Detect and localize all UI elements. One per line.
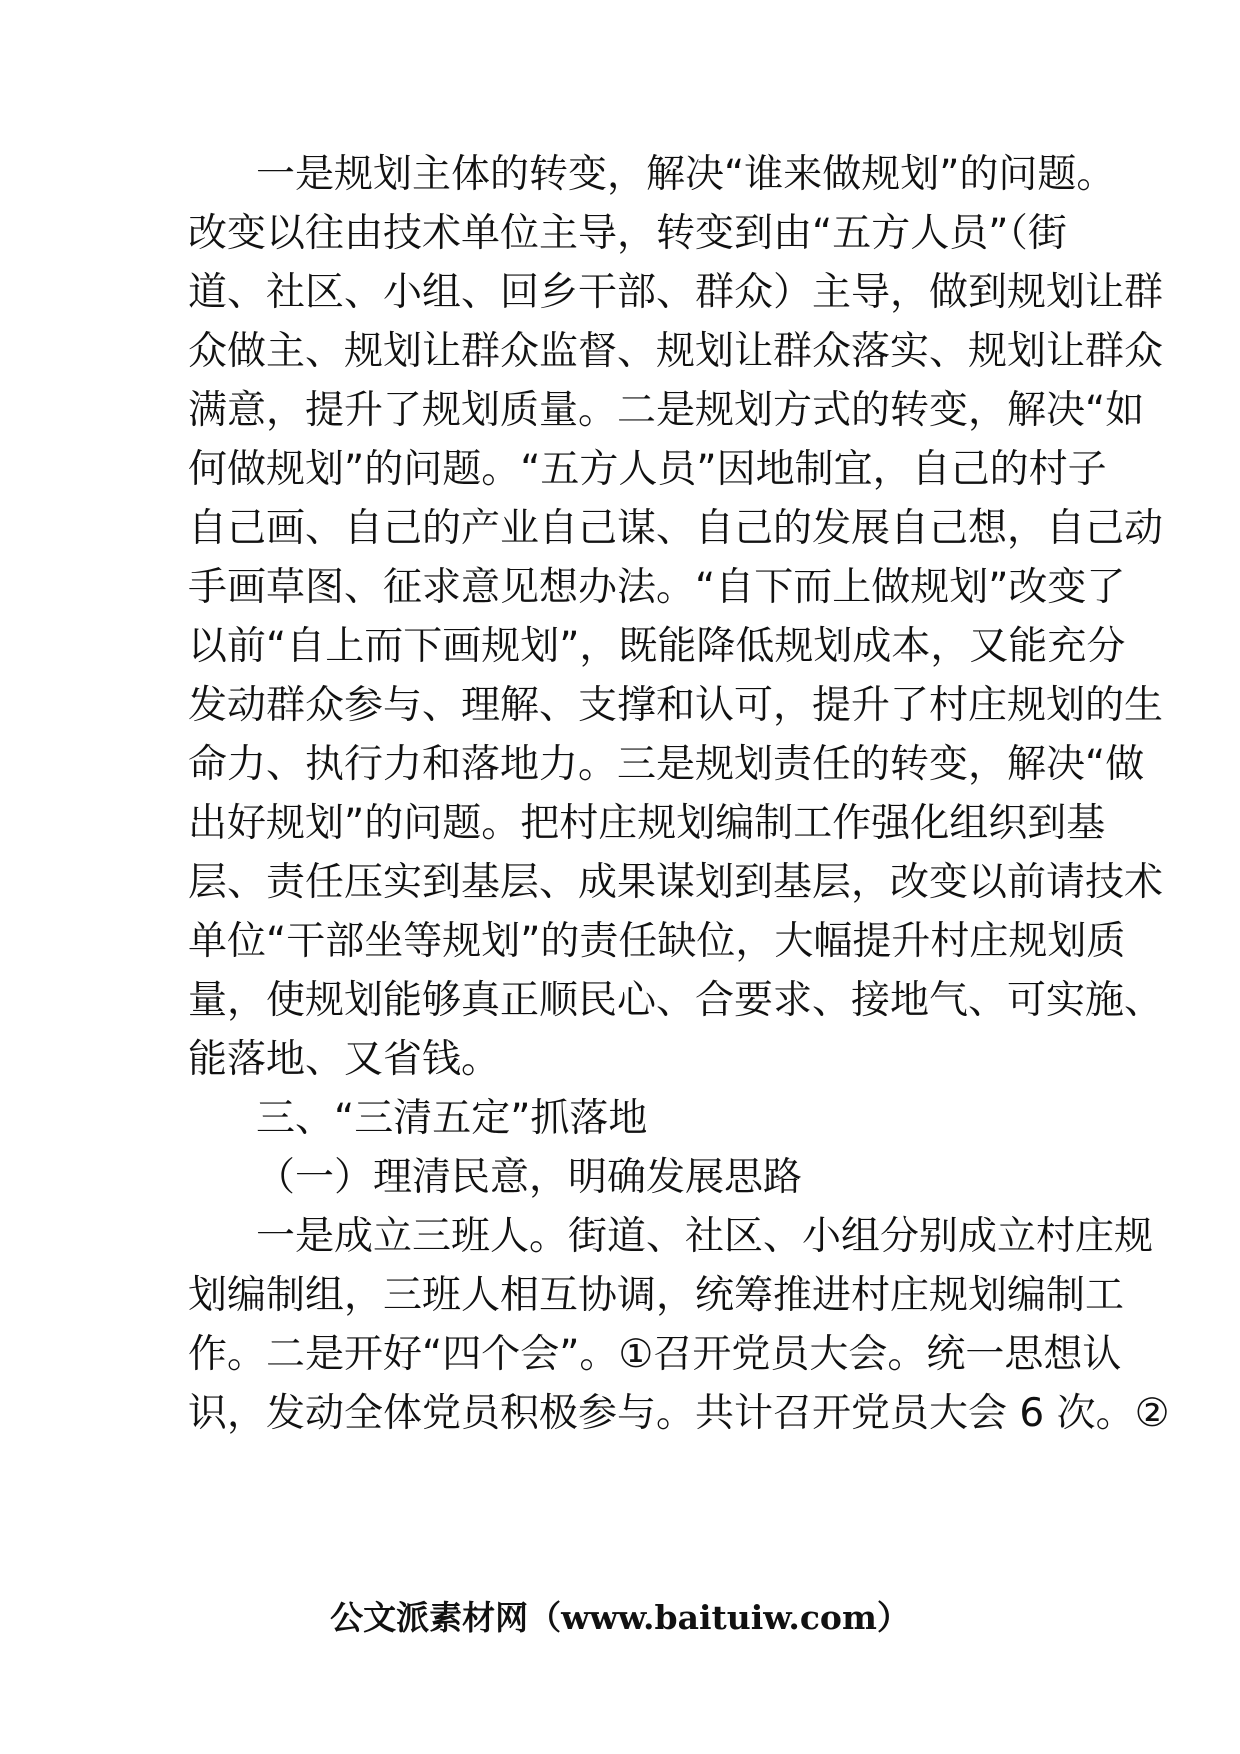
paragraph-line: 单位“干部坐等规划”的责任缺位，大幅提升村庄规划质 <box>188 919 1126 964</box>
paragraph-line: 道、社区、小组、回乡干部、群众）主导，做到规划让群 <box>188 270 1164 315</box>
paragraph-line: 量，使规划能够真正顺民心、合要求、接地气、可实施、 <box>188 978 1164 1023</box>
subsection-heading: （一）理清民意，明确发展思路 <box>256 1155 803 1200</box>
paragraph-line: 命力、执行力和落地力。三是规划责任的转变，解决“做 <box>188 742 1145 787</box>
paragraph-line: 以前“自上而下画规划”，既能降低规划成本，又能充分 <box>188 624 1126 669</box>
paragraph-line: 手画草图、征求意见想办法。“自下而上做规划”改变了 <box>188 565 1126 610</box>
paragraph-line: 发动群众参与、理解、支撑和认可，提升了村庄规划的生 <box>188 683 1164 728</box>
paragraph-line: 作。二是开好“四个会”。①召开党员大会。统一思想认 <box>188 1332 1122 1377</box>
section-heading: 三、“三清五定”抓落地 <box>256 1096 648 1141</box>
paragraph-line: 一是成立三班人。街道、社区、小组分别成立村庄规 <box>256 1214 1154 1259</box>
paragraph-line: 出好规划”的问题。把村庄规划编制工作强化组织到基 <box>188 801 1106 846</box>
paragraph-line: 众做主、规划让群众监督、规划让群众落实、规划让群众 <box>188 329 1164 374</box>
paragraph-line: 一是规划主体的转变，解决“谁来做规划”的问题。 <box>256 152 1116 197</box>
paragraph-line: 能落地、又省钱。 <box>188 1037 501 1082</box>
paragraph-line: 识，发动全体党员积极参与。共计召开党员大会 6 次。② <box>188 1391 1170 1436</box>
paragraph-line: 划编制组，三班人相互协调，统筹推进村庄规划编制工 <box>188 1273 1125 1318</box>
paragraph-line: 满意，提升了规划质量。二是规划方式的转变，解决“如 <box>188 388 1145 433</box>
paragraph-line: 自己画、自己的产业自己谋、自己的发展自己想，自己动 <box>188 506 1164 551</box>
paragraph-line: 改变以往由技术单位主导，转变到由“五方人员”（街 <box>188 211 1067 256</box>
footer-watermark: 公文派素材网（www.baituiw.com） <box>330 1598 910 1637</box>
paragraph-line: 何做规划”的问题。“五方人员”因地制宜，自己的村子 <box>188 447 1107 492</box>
paragraph-line: 层、责任压实到基层、成果谋划到基层，改变以前请技术 <box>188 860 1164 905</box>
